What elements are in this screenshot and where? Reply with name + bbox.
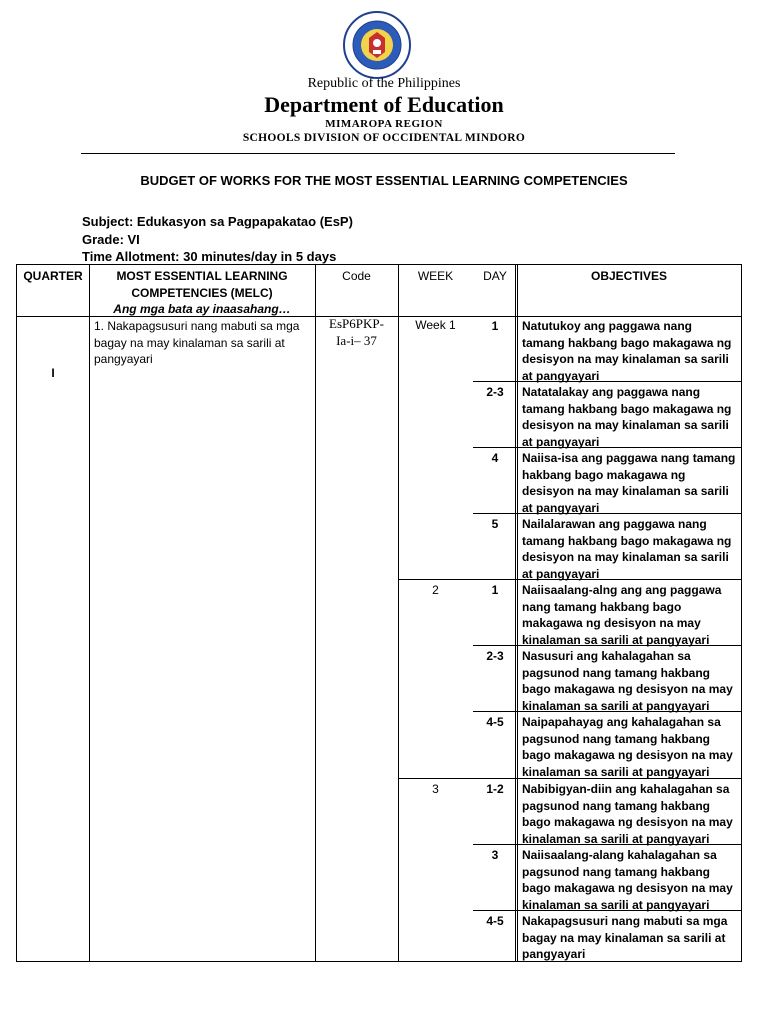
objective-cell: Naiisaalang-alang kahalagahan sa pagsunod nang tamang hakbang bago makagawa ng desisyon na may kinalaman sa sarili at pangyayari — [522, 848, 733, 912]
subject-label: Subject: Edukasyon sa Pagpapakatao (EsP) — [82, 214, 353, 229]
day-cell: 2-3 — [486, 649, 504, 663]
day-cell: 1 — [491, 319, 499, 333]
objective-cell: Nabibigyan-diin ang kahalagahan sa pagsunod nang tamang hakbang bago makagawa ng desisyon na may kinalaman sa sarili at pangyayari — [522, 782, 733, 846]
objective-cell: Nailalarawan ang paggawa nang tamang hakbang bago makagawa ng desisyon na may kinalaman sa sarili at pangyayari — [522, 517, 732, 581]
grade-label: Grade: VI — [82, 232, 140, 247]
header-melc-sub: Ang mga bata ay inaasahang… — [113, 302, 291, 316]
division-label: SCHOOLS DIVISION OF OCCIDENTAL MINDORO — [242, 132, 526, 144]
day-cell: 1 — [491, 583, 499, 597]
department-title: Department of Education — [264, 92, 504, 117]
objective-cell: Nakapagsusuri nang mabuti sa mga bagay na may kinalaman sa sarili at pangyayari — [522, 914, 728, 961]
time-allotment-label: Time Allotment: 30 minutes/day in 5 days — [82, 249, 337, 264]
col-divider — [517, 316, 518, 961]
budget-of-works-table — [16, 264, 742, 962]
objective-cell: Naipapahayag ang kahalagahan sa pagsunod nang tamang hakbang bago makagawa ng desisyon na may kinalaman sa sarili at pangyayari — [522, 715, 733, 779]
col-divider — [315, 265, 316, 961]
day-cell: 4 — [491, 451, 499, 465]
col-divider — [89, 265, 90, 961]
code-line2: Ia-i– 37 — [336, 332, 377, 348]
header-melc-line1: MOST ESSENTIAL LEARNING — [116, 269, 288, 283]
day-cell: 2-3 — [486, 385, 504, 399]
week-2: 2 — [432, 583, 439, 597]
header-code: Code — [342, 269, 371, 283]
deped-seal-icon — [336, 10, 418, 80]
col-divider — [398, 265, 399, 961]
day-cell: 3 — [491, 848, 499, 862]
week-3: 3 — [432, 782, 439, 796]
objective-cell: Naiisa-isa ang paggawa nang tamang hakbang bago makagawa ng desisyon na may kinalaman sa sarili at pangyayari — [522, 451, 736, 515]
objective-cell: Natatalakay ang paggawa nang tamang hakbang bago makagawa ng desisyon na may kinalaman sa sarili at pangyayari — [522, 385, 732, 449]
header-objectives: OBJECTIVES — [590, 269, 668, 283]
day-cell: 4-5 — [486, 914, 504, 928]
header-day: DAY — [483, 269, 507, 283]
document-title: BUDGET OF WORKS FOR THE MOST ESSENTIAL LEARNING COMPETENCIES — [140, 173, 628, 188]
quarter-value: I — [51, 366, 55, 380]
code-line1: EsP6PKP- — [329, 316, 384, 331]
header-quarter: QUARTER — [23, 269, 83, 283]
objective-cell: Natutukoy ang paggawa nang tamang hakbang bago makagawa ng desisyon na may kinalaman sa sarili at pangyayari — [522, 319, 732, 383]
objective-cell: Nasusuri ang kahalagahan sa pagsunod nang tamang hakbang bago makagawa ng desisyon na may kinalaman sa sarili at pangyayari — [522, 649, 733, 713]
objective-cell: Naiisaalang-alng ang ang paggawa nang tamang hakbang bago makagawa ng desisyon na may kinalaman sa sarili at pangyayari — [522, 583, 722, 647]
header-week: WEEK — [417, 269, 454, 283]
header-melc-line2: COMPETENCIES (MELC) — [131, 285, 273, 300]
competency-code — [315, 316, 398, 349]
week-1: Week 1 — [415, 318, 456, 332]
region-label: MIMAROPA REGION — [325, 118, 443, 130]
header-divider — [81, 153, 675, 154]
day-cell: 4-5 — [486, 715, 504, 729]
republic-label: Republic of the Philippines — [307, 76, 461, 91]
day-cell: 1-2 — [486, 782, 504, 796]
melc-text: 1. Nakapagsusuri nang mabuti sa mga bagay na may kinalaman sa sarili at pangyayari — [94, 319, 300, 366]
day-cell: 5 — [491, 517, 499, 531]
header-melc — [89, 268, 315, 318]
